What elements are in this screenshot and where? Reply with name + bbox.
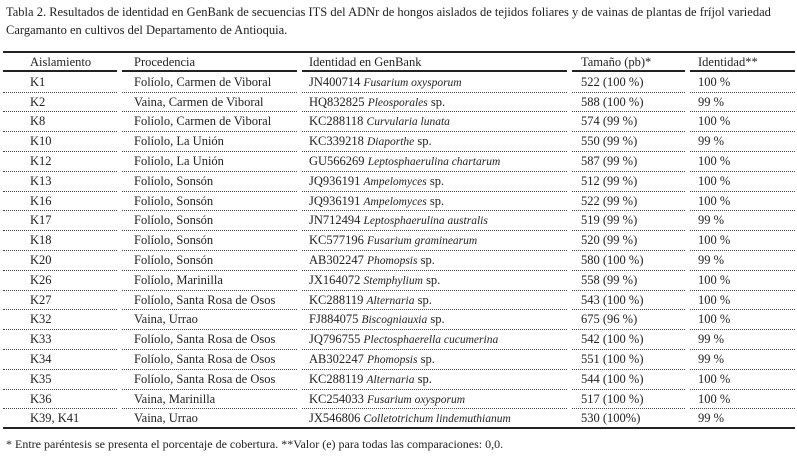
species-suffix: sp. [417,134,432,149]
cell-tamano: 543 (100 %) [572,291,685,311]
header-identidad-genbank: Identidad en GenBank [302,53,567,72]
cell-tamano: 522 (99 %) [572,192,685,212]
species-name: Leptosphaerulina chartarum [367,155,501,168]
cell-aislamiento: K35 [3,370,117,390]
cell-procedencia: Folíolo, Marinilla [122,271,297,291]
cell-aislamiento: K18 [3,231,117,251]
species-name: Pleosporales [367,96,428,109]
accession: JX164072 [309,272,361,287]
table-row [3,291,795,311]
cell-tamano: 580 (100 %) [572,251,685,271]
species-suffix: sp. [420,351,435,366]
species-suffix: sp. [429,173,445,188]
footnote: * Entre paréntesis se presenta el porcentaje de cobertura. **Valor (e) para todas las comparaciones: 0,0. [6,437,504,451]
cell-tamano: 574 (99 %) [572,112,685,132]
cell-identidad-genbank [302,152,567,172]
accession: KC254033 [309,391,364,406]
species-name: Fusarium oxysporum [363,76,462,89]
cell-procedencia: Folíolo, Santa Rosa de Osos [122,330,297,350]
cell-identidad-genbank [302,291,567,311]
header-identidad: Identidad** [690,53,795,72]
cell-aislamiento: K32 [3,310,117,330]
cell-procedencia: Vaina, Urrao [134,411,198,426]
cell-tamano: 512 (99 %) [572,172,685,192]
cell-identidad-genbank [302,390,567,410]
cell-identidad-genbank [302,132,567,152]
accession: KC288119 [309,371,364,386]
cell-identidad-genbank [302,172,567,192]
cell-procedencia: Folíolo, Santa Rosa de Osos [122,291,297,311]
species-name: Alternaria [366,294,415,307]
cell-identidad: 100 % [690,172,795,192]
table-row [3,231,795,251]
species-name: Ampelomyces [363,195,427,208]
accession: JN400714 [309,74,361,89]
cell-procedencia: Folíolo, Sonsón [122,172,297,192]
species-suffix: sp. [430,312,445,327]
species-suffix: sp. [420,252,435,267]
cell-procedencia: Folíolo, Carmen de Viboral [122,73,297,93]
table-caption: Tabla 2. Resultados de identidad en GenBank de secuencias ITS del ADNr de hongos aislados de tejidos foliares y de vainas de plantas de fríjol variedad Cargamanto en cultivos del Departamento de Antioquia. [6,5,771,37]
table-row [3,330,795,350]
cell-identidad: 100 % [690,370,795,390]
cell-identidad-genbank [302,251,567,271]
accession: JQ936191 [309,193,361,208]
cell-aislamiento: K10 [3,132,117,152]
accession: HQ832825 [309,94,365,109]
cell-aislamiento: K20 [3,251,117,271]
species-name: Plectosphaerella cucumerina [363,334,499,347]
accession: JQ796755 [309,332,361,347]
cell-procedencia: Folíolo, La Unión [122,132,297,152]
species-name: Alternaria [366,373,415,386]
table-row [3,132,795,152]
header-tamano: Tamaño (pb)* [572,53,685,72]
cell-identidad: 100 % [690,291,795,311]
cell-tamano: 517 (100 %) [572,390,685,410]
cell-identidad-genbank [302,310,567,330]
cell-aislamiento: K1 [3,73,117,93]
cell-aislamiento: K13 [3,172,117,192]
cell-identidad: 100 % [690,310,795,330]
cell-aislamiento: K26 [3,271,117,291]
cell-aislamiento: K16 [3,192,117,212]
cell-procedencia: Vaina, Marinilla [122,390,297,410]
cell-tamano: 675 (96 %) [572,310,685,330]
cell-tamano: 551 (100 %) [572,350,685,370]
table-row [3,390,795,410]
cell-aislamiento: K33 [3,330,117,350]
cell-procedencia: Folíolo, Sonsón [122,211,297,231]
cell-identidad-genbank [302,93,567,113]
table-row [3,152,795,172]
table-header-row [3,53,795,73]
bottom-rule [3,427,795,429]
cell-tamano: 558 (99 %) [572,271,685,291]
accession: KC288118 [309,114,364,129]
species-suffix: sp. [426,272,441,287]
species-name: Fusarium graminearum [367,235,478,248]
cell-procedencia: Vaina, Urrao [122,310,297,330]
cell-tamano: 587 (99 %) [572,152,685,172]
cell-procedencia: Folíolo, Santa Rosa de Osos [122,370,297,390]
cell-identidad: 100 % [690,271,795,291]
cell-identidad: 99 % [690,132,795,152]
cell-identidad: 99 % [690,93,795,113]
cell-aislamiento: K8 [3,112,117,132]
species-name: Biscogniauxia [361,314,428,327]
table-row [3,271,795,291]
accession: JX546806 [309,411,361,426]
species-name: Phomopsis [367,254,418,267]
cell-tamano: 519 (99 %) [572,211,685,231]
cell-identidad: 100 % [690,231,795,251]
cell-identidad: 100 % [690,73,795,93]
species-suffix: sp. [430,94,446,109]
accession: KC577196 [309,233,364,248]
cell-aislamiento: K12 [3,152,117,172]
table-row [3,73,795,93]
cell-aislamiento: K36 [3,390,117,410]
table-row [3,112,795,132]
cell-procedencia: Folíolo, Sonsón [122,231,297,251]
cell-identidad-genbank [302,350,567,370]
cell-identidad: 99 % [690,211,795,231]
accession: FJ884075 [309,312,359,327]
accession: KC288119 [309,292,364,307]
cell-procedencia: Folíolo, Santa Rosa de Osos [122,350,297,370]
cell-identidad-genbank [302,192,567,212]
cell-identidad: 99 % [690,251,795,271]
species-suffix: sp. [429,193,445,208]
cell-identidad-genbank [302,271,567,291]
cell-identidad-genbank [302,211,567,231]
cell-tamano: 542 (100 %) [572,330,685,350]
table-row [3,211,795,231]
header-aislamiento: Aislamiento [3,53,117,72]
table-row [3,350,795,370]
cell-identidad: 99 % [690,330,795,350]
table-row [3,251,795,271]
cell-identidad: 99 % [690,350,795,370]
cell-identidad-genbank [302,231,567,251]
species-name: Diaporthe [367,136,415,149]
cell-tamano: 550 (99 %) [572,132,685,152]
cell-procedencia: Folíolo, La Unión [122,152,297,172]
cell-identidad: 99 % [698,411,725,426]
accession: AB302247 [309,351,364,366]
cell-tamano: 530 (100%) [581,411,641,426]
table-row [3,370,795,390]
table-row [3,93,795,113]
cell-aislamiento: K39, K41 [30,411,80,426]
species-name: Ampelomyces [363,175,427,188]
accession: AB302247 [309,252,364,267]
cell-aislamiento: K27 [3,291,117,311]
cell-identidad-genbank [302,370,567,390]
table-row [3,192,795,212]
accession: JN712494 [309,213,361,228]
cell-identidad-genbank [302,112,567,132]
species-name: Stemphylium [363,274,423,287]
species-name: Curvularia lunata [366,116,450,129]
accession: JQ936191 [309,173,361,188]
cell-aislamiento: K17 [3,211,117,231]
cell-identidad-genbank [302,73,567,93]
cell-procedencia: Vaina, Carmen de Viboral [122,93,297,113]
header-procedencia: Procedencia [122,53,297,72]
cell-tamano: 588 (100 %) [572,93,685,113]
cell-identidad: 100 % [690,112,795,132]
cell-aislamiento: K34 [3,350,117,370]
table-row [3,172,795,192]
species-suffix: sp. [417,371,432,386]
cell-procedencia: Folíolo, Carmen de Viboral [122,112,297,132]
cell-identidad: 100 % [690,152,795,172]
cell-tamano: 522 (100 %) [572,73,685,93]
species-name: Colletotrichum lindemuthianum [363,413,511,426]
table-row [3,310,795,330]
cell-tamano: 544 (100 %) [572,370,685,390]
species-name: Leptosphaerulina australis [363,215,488,228]
species-name: Phomopsis [367,353,418,366]
cell-procedencia: Folíolo, Sonsón [122,251,297,271]
species-suffix: sp. [417,292,432,307]
cell-procedencia: Folíolo, Sonsón [122,192,297,212]
cell-tamano: 520 (99 %) [572,231,685,251]
cell-identidad: 100 % [690,390,795,410]
cell-aislamiento: K2 [3,93,117,113]
accession: GU566269 [309,153,365,168]
cell-identidad: 100 % [690,192,795,212]
accession: KC339218 [309,134,364,149]
results-table [3,51,795,429]
species-name: Fusarium oxysporum [367,393,466,406]
cell-identidad-genbank [302,330,567,350]
